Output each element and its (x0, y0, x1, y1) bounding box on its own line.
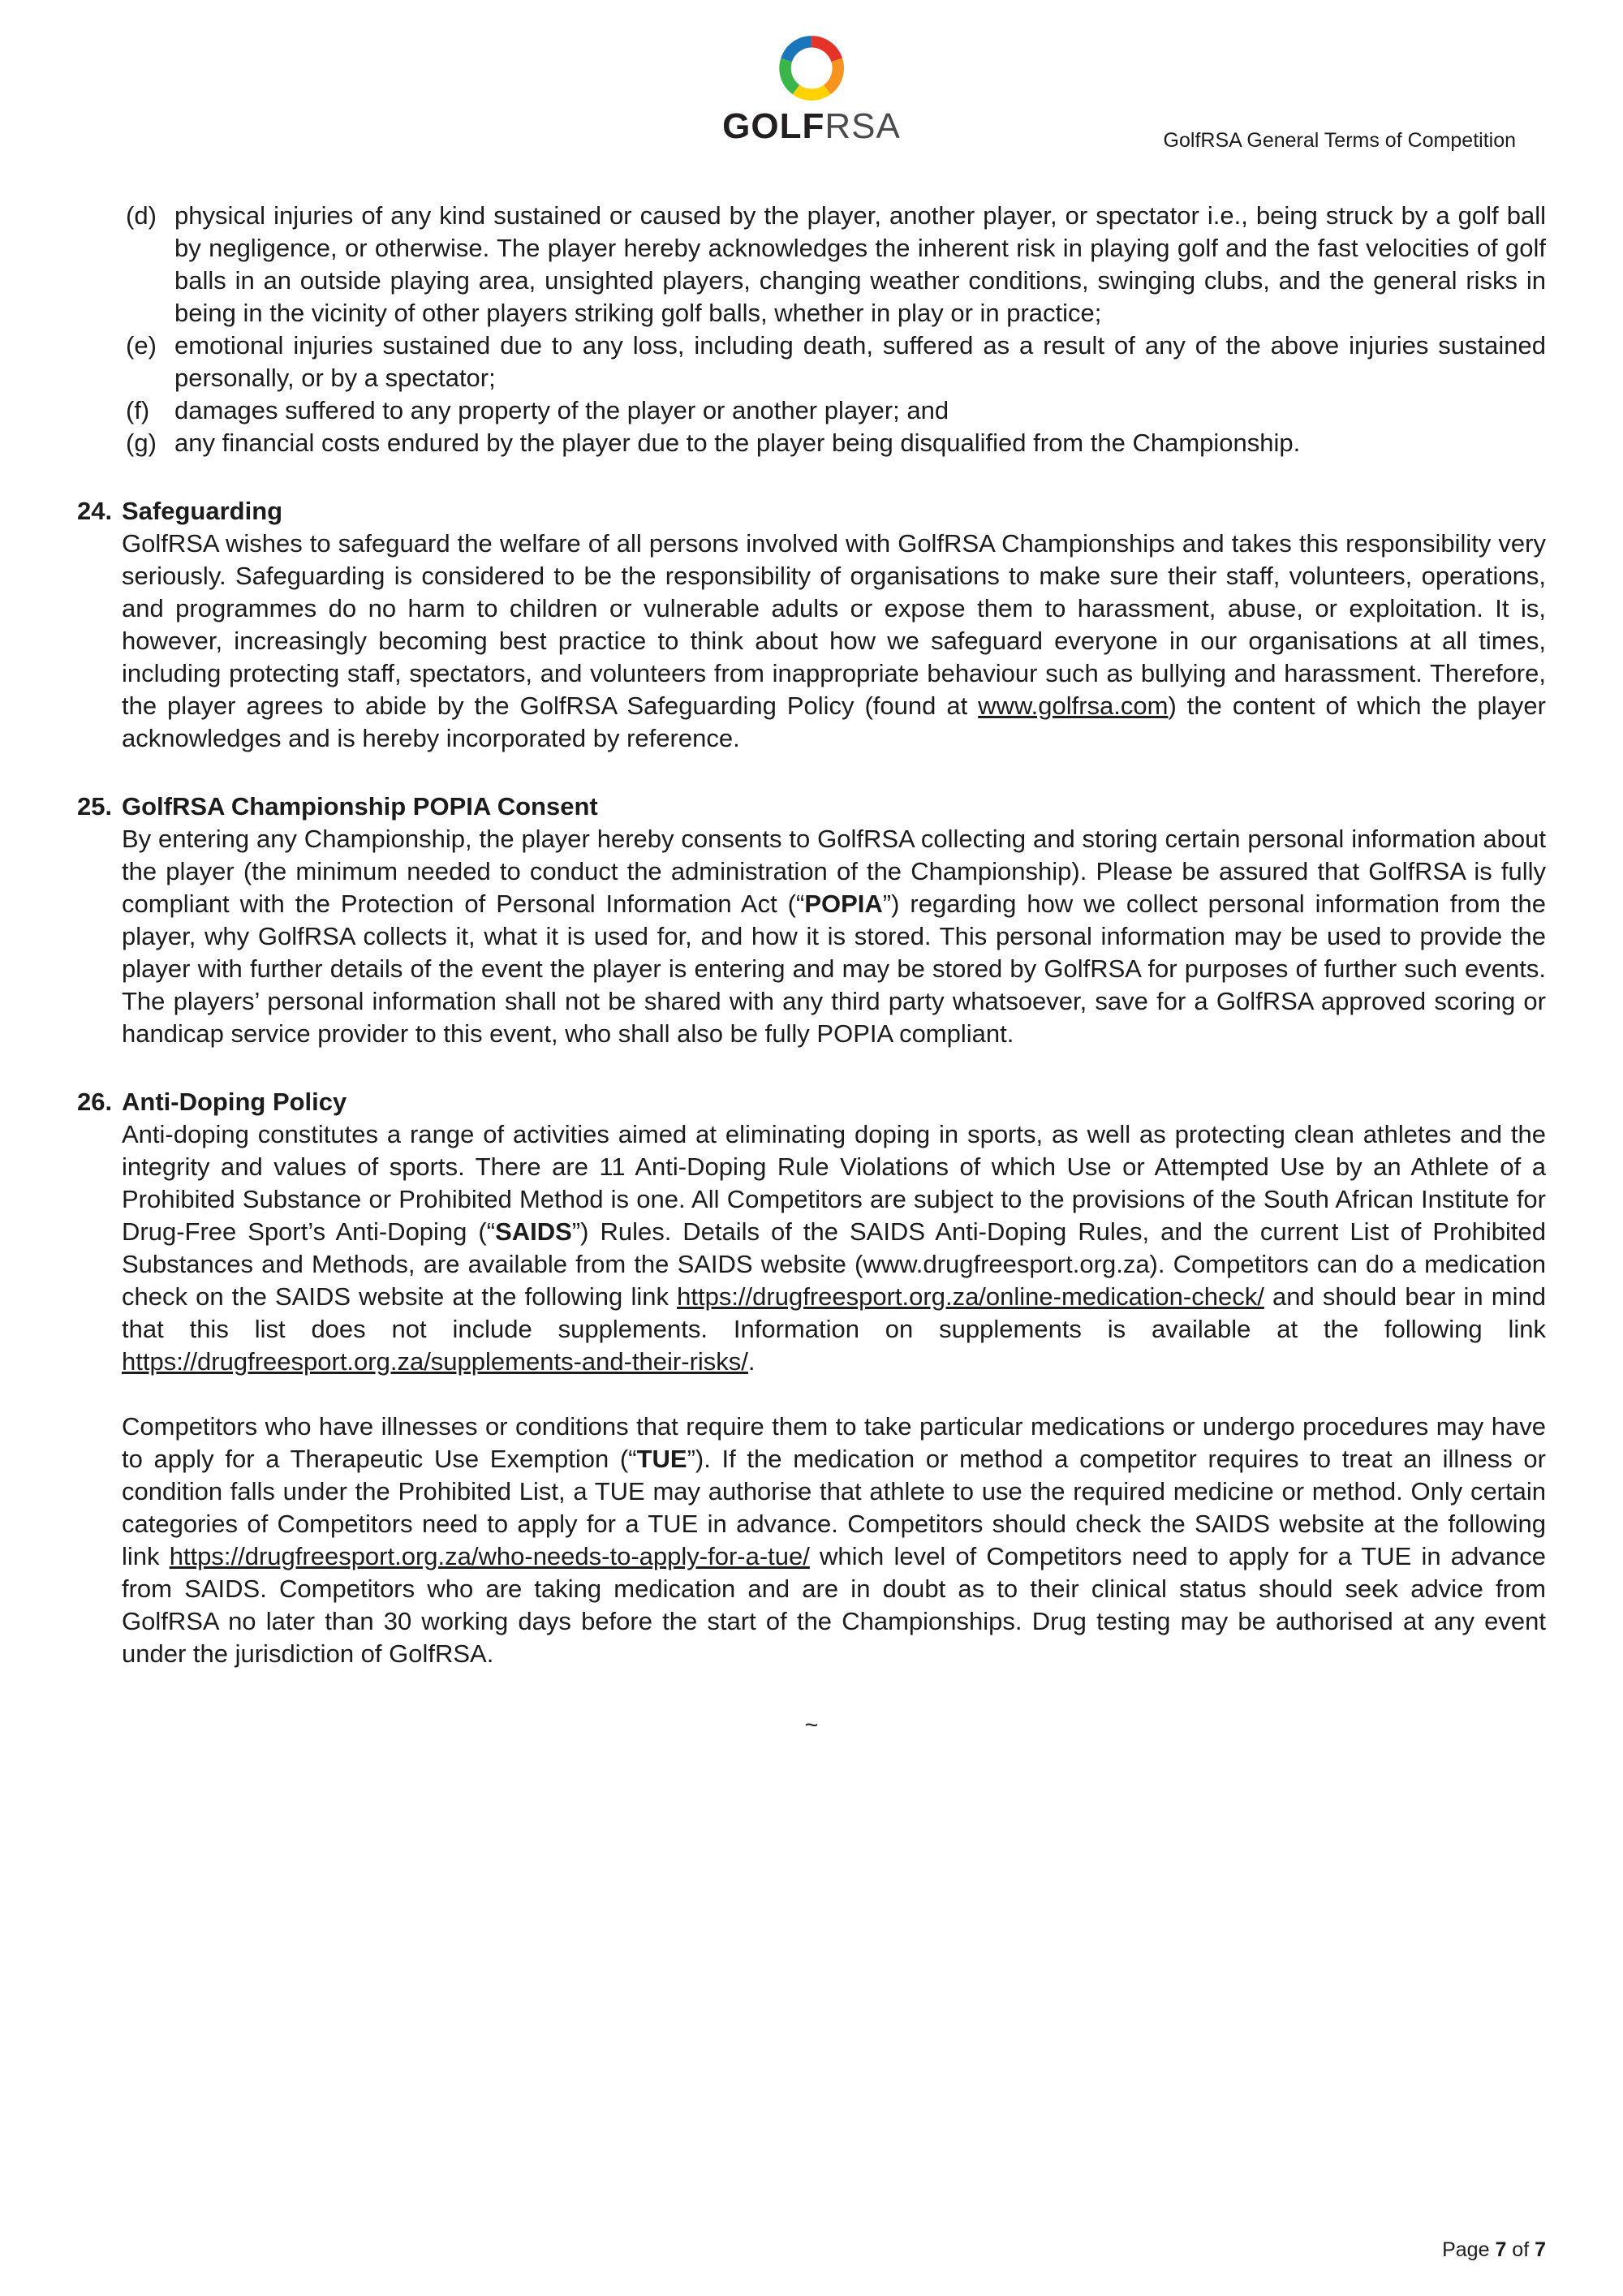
section-heading (77, 495, 1546, 528)
logo-arc-green (785, 60, 795, 89)
section-heading (77, 790, 1546, 823)
bold-text: POPIA (804, 890, 883, 918)
bold-text: TUE (636, 1445, 687, 1473)
golfrsa-logo (722, 29, 901, 144)
logo-arc-yellow (796, 89, 827, 94)
text-segment: Page (1442, 2238, 1496, 2261)
text-segment: GolfRSA wishes to safeguard the welfare of all persons involved with GolfRSA Championships and takes this responsibility very seriously. Safeguarding is considered to be the responsibility of organisations to make sure their staff, volunteers, operations, and programmes do no harm to children or vulnerable adults or expose them to harassment, abuse, or exploitation. It is, however, increasingly becoming best practice to think about how we safeguard everyone in our organisations at all times, including protecting staff, spectators, and volunteers from inappropriate behaviour such as bullying and harassment. Therefore, the player agrees to abide by the GolfRSA Safeguarding Policy (found at (122, 529, 1546, 720)
list-marker: (f) (126, 396, 150, 424)
section-anti-doping (77, 1086, 1546, 1670)
list-item-text: physical injuries of any kind sustained or caused by the player, another player, or spectator i.e., being struck by a golf ball by negligence, or otherwise. The player hereby acknowledges the inherent risk in playing golf and the fast velocities of golf balls in an outside playing area, unsighted players, changing weather conditions, swinging clubs, and the general risks in being in the vicinity of other players striking golf balls, whether in play or in practice; (174, 201, 1546, 327)
section-safeguarding (77, 495, 1546, 755)
page-header (77, 29, 1546, 177)
text-segment: of (1506, 2238, 1535, 2261)
section-popia-consent (77, 790, 1546, 1050)
section-paragraph (122, 1411, 1546, 1670)
section-heading (77, 1086, 1546, 1118)
section-number: 26. (77, 1088, 113, 1116)
wordmark-golf: GOLF (722, 106, 825, 146)
inline-link[interactable]: https://drugfreesport.org.za/who-needs-to-apply-for-a-tue/ (169, 1542, 810, 1570)
section-number: 24. (77, 497, 113, 525)
section-number: 25. (77, 792, 113, 821)
inline-link[interactable]: https://drugfreesport.org.za/online-medication-check/ (677, 1282, 1264, 1311)
bold-text: 7 (1535, 2238, 1546, 2261)
text-segment: Anti-doping constitutes a range of activities aimed at eliminating doping in sports, as well as protecting clean athletes and the integrity and values of sports. There are 11 Anti-Doping Rule Violations of which Use or Attempted Use by an Athlete of a Prohibited Substance or Prohibited Method is one. All Competitors are subject to the provisions of the South African Institute for Drug-Free Sport’s Anti-Doping (“ (122, 1120, 1546, 1246)
text-segment: By entering any Championship, the player hereby consents to GolfRSA collecting and storing certain personal information about the player (the minimum needed to conduct the administration of the Championship). Please be assured that GolfRSA is fully compliant with the Protection of Personal Information Act (“ (122, 825, 1546, 918)
text-segment: Competitors who have illnesses or conditions that require them to take particular medications or undergo procedures may have to apply for a Therapeutic Use Exemption (“ (122, 1412, 1546, 1473)
list-marker: (d) (126, 201, 157, 230)
text-segment: ) the content of which the player acknowledges and is hereby incorporated by reference. (122, 691, 1546, 752)
bold-text: SAIDS (495, 1217, 572, 1246)
text-segment: ”) regarding how we collect personal information from the player, why GolfRSA collects it, what it is used for, and how it is stored. This personal information may be used to provide the player with further details of the event the player is entering and may be stored by GolfRSA for purposes of further such events. The players’ personal information shall not be shared with any third party whatsoever, save for a GolfRSA approved scoring or handicap service provider to this event, who shall also be fully POPIA compliant. (122, 890, 1546, 1048)
logo-arc-red (812, 41, 837, 60)
logo-arc-orange (827, 60, 837, 89)
page-number (1442, 2238, 1546, 2262)
section-title: Safeguarding (122, 497, 283, 525)
inline-link[interactable]: https://drugfreesport.org.za/supplements-and-their-risks/ (122, 1347, 748, 1376)
wordmark-rsa: RSA (824, 106, 901, 146)
list-item-f (126, 394, 1546, 427)
list-marker: (e) (126, 331, 157, 360)
document-title: GolfRSA General Terms of Competition (1163, 129, 1516, 152)
text-segment: ”). If the medication or method a competitor requires to treat an illness or condition falls under the Prohibited List, a TUE may authorise that athlete to use the required medicine or method. Only certain categories of Competitors need to apply for a TUE in advance. Competitors should check the SAIDS website at the following link (122, 1445, 1546, 1570)
bold-text: 7 (1495, 2238, 1507, 2261)
list-item-d (126, 200, 1546, 330)
list-marker: (g) (126, 429, 157, 457)
section-paragraph (122, 528, 1546, 755)
text-segment: and should bear in mind that this list does not include supplements. Information on supplements is available at the following link (122, 1282, 1546, 1343)
list-item-e (126, 330, 1546, 394)
text-segment: which level of Competitors need to apply for a TUE in advance from SAIDS. Competitors who are taking medication and are in doubt as to their clinical status should seek advice from GolfRSA no later than 30 working days before the start of the Championships. Drug testing may be authorised at any event under the jurisdiction of GolfRSA. (122, 1542, 1546, 1668)
list-item-text: damages suffered to any property of the player or another player; and (174, 396, 949, 424)
list-item-g (126, 427, 1546, 459)
text-segment: ”) Rules. Details of the SAIDS Anti-Doping Rules, and the current List of Prohibited Substances and Methods, are available from the SAIDS website (www.drugfreesport.org.za). Competitors can do a medication check on the SAIDS website at the following link (122, 1217, 1546, 1311)
list-item-text: emotional injuries sustained due to any loss, including death, suffered as a result of any of the above injuries sustained personally, or by a spectator; (174, 331, 1546, 392)
section-title: Anti-Doping Policy (122, 1088, 347, 1116)
section-paragraph (122, 823, 1546, 1050)
text-segment: . (747, 1347, 756, 1376)
logo-arc-blue (786, 41, 812, 60)
lettered-list (77, 200, 1546, 459)
golfrsa-wordmark (722, 106, 901, 146)
tilde-separator: ~ (804, 1712, 819, 1738)
section-paragraph (122, 1118, 1546, 1378)
inline-link[interactable]: www.golfrsa.com (978, 691, 1169, 720)
list-item-text: any financial costs endured by the player due to the player being disqualified from the Championship. (174, 429, 1301, 457)
section-title: GolfRSA Championship POPIA Consent (122, 792, 598, 821)
golfrsa-logo-icon (773, 29, 850, 107)
